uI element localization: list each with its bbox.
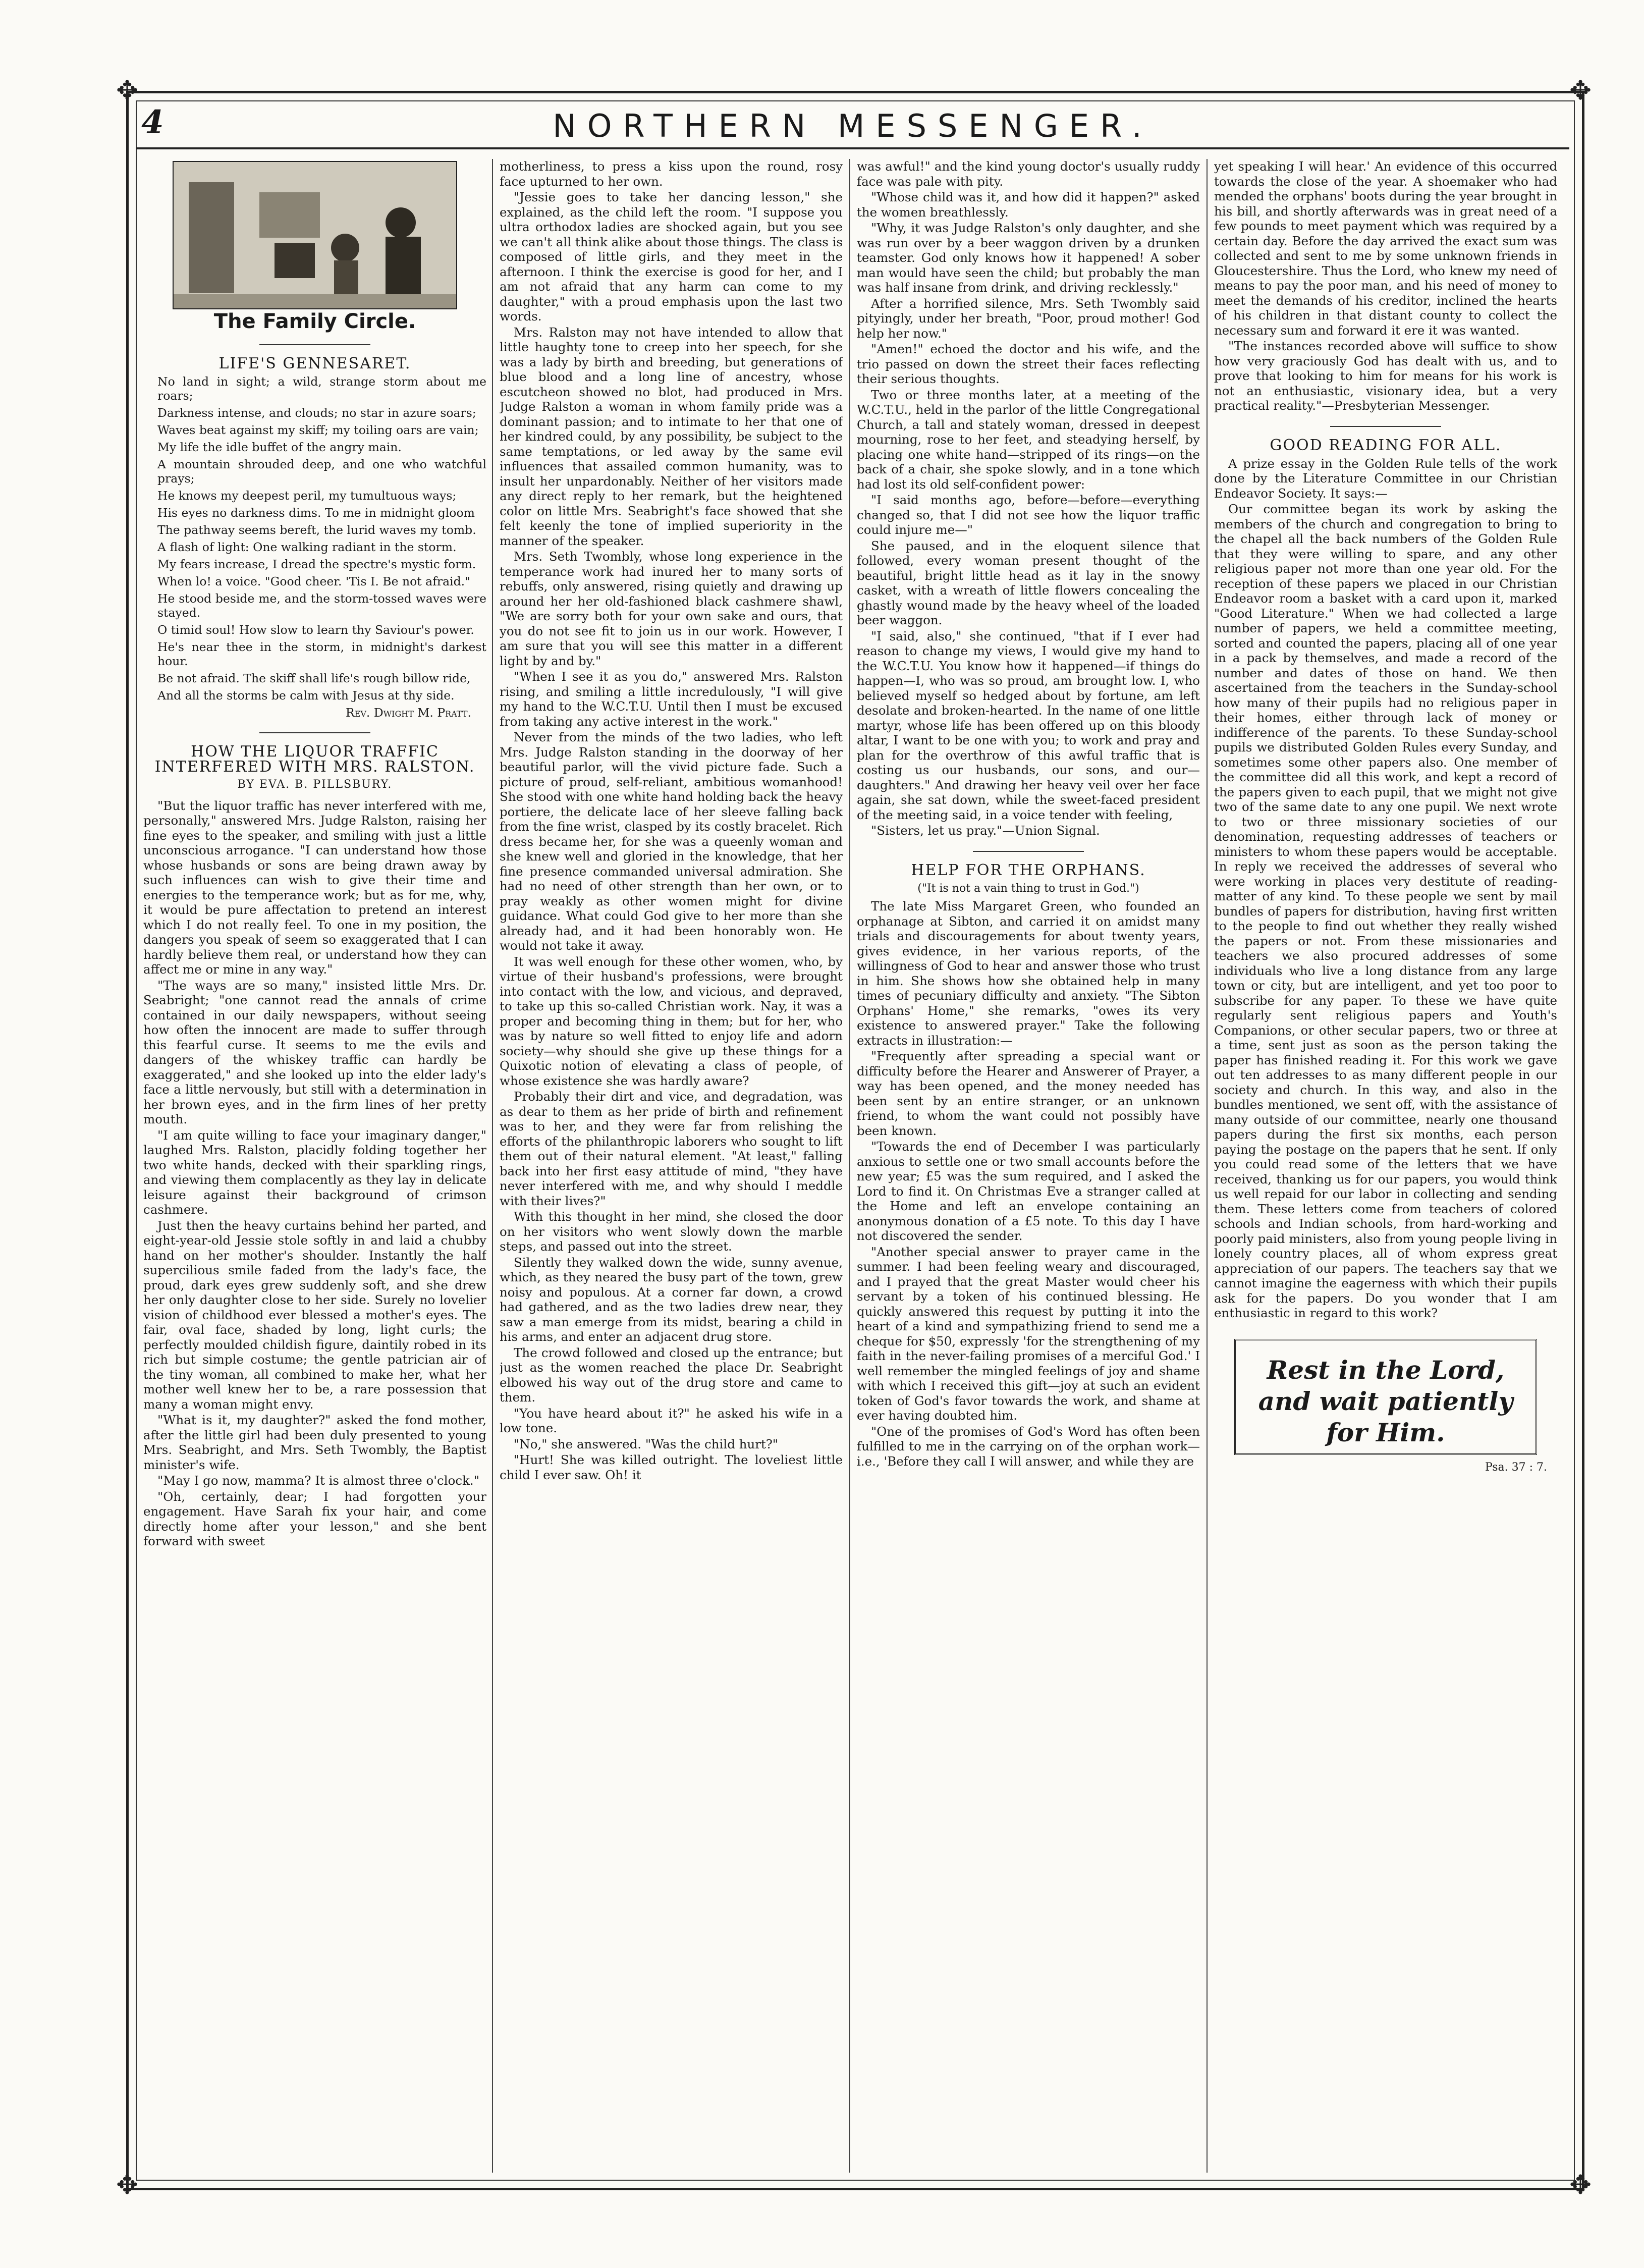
scripture-reference: Psa. 37 : 7. — [1485, 1461, 1547, 1474]
column-1 — [143, 159, 486, 1550]
family-circle-engraving — [173, 161, 457, 309]
paragraph: "One of the promises of God's Word has often been fulfilled to me in the carrying on of the orphan work—i.e., 'Before they call I will answer, and while they are — [857, 1424, 1200, 1469]
story-text — [500, 159, 843, 1482]
paragraph: "When I see it as you do," answered Mrs. Ralston rising, and smiling a little incredulously, "I will give my hand to the W.C.T.U. Until then I must be excused from taking any active interest in the work." — [500, 669, 843, 729]
column-3 — [857, 159, 1200, 1470]
column-divider — [1207, 159, 1208, 2173]
corner-ornament-icon: ✥ — [1569, 2170, 1592, 2200]
paragraph: yet speaking I will hear.' An evidence of this occurred towards the close of the year. A shoemaker who had mended the orphans' boots during the year brought in his bill, and shortly afterwards was in great need of a few pounds to meet payment which was required by a certain day. Before the day arrived the exact sum was collected and sent to me by some unknown friends in Gloucestershire. Thus the Lord, who knew my need of means to pay the poor man, and his need of money to meet the demands of his creditor, inclined the hearts of his children in that distant county to collect the necessary sum and forward it ere it was wanted. — [1214, 159, 1557, 338]
paragraph: "Another special answer to prayer came in the summer. I had been feeling weary and discouraged, and I prayed that the great Master would cheer his servant by a token of his continued blessing. He quickly answered this request by putting it into the heart of a kind and sympathizing friend to send me a cheque for $50, expressly 'for the strengthening of my faith in the never-failing promises of a merciful God.' I well remember the mingled feelings of joy and shame with which I received this gift—joy at such an evident token of God's favor towards the work, and shame at ever having doubted him. — [857, 1244, 1200, 1423]
scripture-box — [1234, 1339, 1537, 1455]
paragraph: "Jessie goes to take her dancing lesson," she explained, as the child left the room. "I suppose you ultra orthodox ladies are shocked again, but you see we can't all think alike about those things. The class is composed of little girls, and they meet in the afternoon. I think the exercise is good for her, and I am not afraid that any harm can come to my daughter," with a proud emphasis upon the last two words. — [500, 190, 843, 323]
paragraph: "What is it, my daughter?" asked the fond mother, after the little girl had been duly presented to young Mrs. Seabright, and Mrs. Seth Twombly, the Baptist minister's wife. — [143, 1413, 486, 1472]
paragraph: Never from the minds of the two ladies, who left Mrs. Judge Ralston standing in the doorway of her beautiful parlor, will the vivid picture fade. Such a picture of proud, self-reliant, ambitious womanhood! She stood with one white hand holding back the heavy portiere, the delicate lace of her sleeve falling back from the fine wrist, clasped by its costly bracelet. Rich dress became her, for she was a queenly woman and she knew well and gloried in the knowledge, that her fine presence commanded universal admiration. She had no need of other strength than her own, or to pray weakly as other women might for divine guidance. What could God give to her more than she already had, and it had been honorably won. He would not take it away. — [500, 730, 843, 953]
poem-line: Darkness intense, and clouds; no star in azure soars; — [157, 405, 476, 420]
paragraph: Silently they walked down the wide, sunny avenue, which, as they neared the busy part of the town, grew noisy and populous. At a corner far down, a crowd had gathered, and as the two ladies drew near, they saw a man emerge from its midst, bearing a child in his arms, and enter an adjacent drug store. — [500, 1255, 843, 1344]
story-text — [857, 159, 1200, 838]
paragraph: "Hurt! She was killed outright. The loveliest little child I ever saw. Oh! it — [500, 1452, 843, 1482]
poem-line: The pathway seems bereft, the lurid waves my tomb. — [157, 522, 476, 537]
paragraph: She paused, and in the eloquent silence that followed, every woman present thought of the beautiful, bright little head as it lay in the snowy casket, with a wreath of little flowers concealing the ghastly wound made by the heavy wheel of the loaded beer waggon. — [857, 538, 1200, 627]
masthead-rule — [136, 147, 1569, 149]
column-divider — [492, 159, 493, 2173]
poem-line: When lo! a voice. "Good cheer. 'Tis I. Be not afraid." — [157, 574, 470, 588]
paragraph: Our committee began its work by asking the members of the church and congregation to bring to the chapel all the back numbers of the Golden Rule that they were willing to spare, and any other religious paper not more than one year old. For the reception of these papers we placed in our Christian Endeavor room a basket with a card upon it, marked "Good Literature." When we had collected a large number of papers, we held a committee meeting, sorted and counted the papers, placing all of one year in a pack by themselves, and made a record of the number and dates of those on hand. We then ascertained from the teachers in the Sunday-school how many of their pupils had no religious paper in their homes, either through lack of money or indifference of the parents. To these Sunday-school pupils we distributed Golden Rules every Sunday, and sometimes some other papers also. One member of the committee did all this work, and kept a record of the papers given to each pupil, that we might not give two of the same date to any one pupil. We next wrote to two or three missionary societies of our denomination, requesting addresses of teachers or ministers to whom these papers would be acceptable. In reply we received the addresses of several who were working in places very destitute of reading-matter of any kind. To these people we sent by mail bundles of papers for distribution, having first written to the people to find out whether they really wished the papers or not. From these missionaries and teachers we also procured addresses of some individuals who live a long distance from any large town or city, but are intelligent, and yet too poor to subscribe for any paper. To these we have quite regularly sent religious papers and Youth's Companions, or other secular papers, two or three at a time, sent just as soon as the person taking the paper has finished reading it. For this work we gave out ten addresses to as many different people in our society and church. In this way, and also in the bundles mentioned, we sent off, with the assistance of many outside of our committee, nearly one thousand papers during the first six months, each person paying the postage on the papers that he sent. If only you could read some of the letters that we have received, thanking us for our papers, you would think us well repaid for our labor in collecting and sending them. These letters come from teachers of colored schools and Indian schools, from hard-working and poorly paid ministers, also from young people living in lonely country places, all of whom express great appreciation of our papers. The teachers say that we cannot imagine the eagerness with which their pupils ask for the papers. Do you wonder that I am enthusiastic in regard to this work? — [1214, 502, 1557, 1320]
page-number: 4 — [141, 103, 164, 141]
column-2 — [500, 159, 843, 1483]
paragraph: "I said, also," she continued, "that if I ever had reason to change my views, I would give my hand to the W.C.T.U. You know how it happened—if things do happen—I, who was so proud, am brought low. I, who believed myself so hedged about by fortune, am left desolate and broken-hearted. In the name of one little martyr, whose life has been offered up on this bloody altar, I want to be one with you; to work and pray and plan for the overthrow of this awful traffic that is costing us our husbands, our sons, and our—daughters." And drawing her heavy veil over her face again, she sat down, while the sweet-faced president of the meeting said, in a voice tender with feeling, — [857, 628, 1200, 822]
paragraph: "I am quite willing to face your imaginary danger," laughed Mrs. Ralston, placidly folding together her two white hands, decked with their sparkling rings, and viewing them complacently as they lay in delicate leisure against their background of crimson cashmere. — [143, 1127, 486, 1217]
paragraph: was awful!" and the kind young doctor's usually ruddy face was pale with pity. — [857, 159, 1200, 189]
scripture-verse: Rest in the Lord, and wait patiently for Him. — [1258, 1355, 1513, 1447]
poem-line: Be not afraid. The skiff shall life's rough billow ride, — [157, 671, 471, 685]
paragraph: "But the liquor traffic has never interfered with me, personally," answered Mrs. Judge Ralston, raising her fine eyes to the speaker, and smiling with just a little unconscious arrogance. "I can understand how those whose husbands or sons are being drawn away by such influences can wish to give their time and energies to the temperance work; but as for me, why, it would be pure affectation to pretend an interest which I do not really feel. To one in my position, the dangers you speak of seem so exaggerated that I can hardly believe them real, or understand how they can affect me or mine in any way." — [143, 798, 486, 977]
poem-line: My fears increase, I dread the spectre's mystic form. — [157, 557, 476, 571]
paragraph: "Oh, certainly, dear; I had forgotten your engagement. Have Sarah fix your hair, and come directly home after your lesson," and she bent forward with sweet — [143, 1489, 486, 1548]
paragraph: "The instances recorded above will suffice to show how very graciously God has dealt with us, and to prove that looking to him for means for his work is not an enthusiastic, visionary idea, but a very practical reality."—Presbyterian Messenger. — [1214, 339, 1557, 413]
orphans-text — [1214, 159, 1557, 413]
paragraph: With this thought in her mind, she closed the door on her visitors who went slowly down the marble steps, and passed out into the street. — [500, 1209, 843, 1254]
divider — [857, 843, 1200, 858]
paragraph: Mrs. Ralston may not have intended to allow that little haughty tone to creep into her speech, for she was a lady by birth and breeding, but generations of blue blood and a long line of ancestry, whose escutcheon showed no blot, had produced in Mrs. Judge Ralston a woman in whom family pride was a dominant passion; and to intimate to her that one of her kindred could, by any possibility, be subject to the same temptations, or led away by the same evil influences that assailed common humanity, was to insult her unpardonably. Neither of her visitors made any direct reply to her remark, but the heightened color on little Mrs. Seabright's face showed that she felt keenly the tone of implied superiority in the manner of the speaker. — [500, 325, 843, 548]
paragraph: "May I go now, mamma? It is almost three o'clock." — [157, 1473, 479, 1488]
paragraph: Two or three months later, at a meeting of the W.C.T.U., held in the parlor of the little Congregational Church, a tall and stately woman, dressed in deepest mourning, rose to her feet, and steadying herself, by placing one white hand—stripped of its rings—on the back of a chair, she spoke slowly, and in a tone which had lost its old self-confident power: — [857, 387, 1200, 492]
poem-title: LIFE'S GENNESARET. — [218, 355, 411, 372]
poem-line: Waves beat against my skiff; my toiling oars are vain; — [157, 422, 479, 437]
paragraph: "You have heard about it?" he asked his wife in a low tone. — [500, 1406, 843, 1435]
story-byline: BY EVA. B. PILLSBURY. — [237, 778, 393, 791]
poem — [143, 374, 486, 703]
newspaper-title: NORTHERN MESSENGER. — [553, 107, 1153, 144]
corner-ornament-icon: ✥ — [116, 76, 138, 106]
paragraph: It was well enough for these other women, who, by virtue of their husband's professions, were brought into contact with the low, and vicious, and depraved, to take up this so-called Christian work. Nay, it was a proper and becoming thing in them; but for her, who was by nature so well fitted to enjoy life and adorn society—why should she give up these things for a Quixotic notion of elevating a class of people, of whose existence she was hardly aware? — [500, 954, 843, 1088]
paragraph: Probably their dirt and vice, and degradation, was as dear to them as her pride of birth and refinement was to her, and they were far from relishing the efforts of the philanthropic laborers who sought to lift them out of their natural element. "At least," falling back into her first easy attitude of mind, "they have never interfered with me, and why should I meddle with their lives?" — [500, 1089, 843, 1208]
paragraph: motherliness, to press a kiss upon the round, rosy face upturned to her own. — [500, 159, 843, 189]
story-text — [143, 798, 486, 1549]
poem-line: No land in sight; a wild, strange storm about me roars; — [157, 374, 486, 403]
paragraph: "Amen!" echoed the doctor and his wife, and the trio passed on down the street their faces reflecting their serious thoughts. — [857, 342, 1200, 386]
paragraph: A prize essay in the Golden Rule tells of the work done by the Literature Committee in our Christian Endeavor Society. It says:— — [1214, 456, 1557, 501]
poem-signature: Rev. Dwight M. Pratt. — [345, 705, 471, 720]
paragraph: After a horrified silence, Mrs. Seth Twombly said pityingly, under her breath, "Poor, proud mother! God help her now." — [857, 296, 1200, 341]
poem-line: He knows my deepest peril, my tumultuous ways; — [157, 488, 457, 503]
poem-line: My life the idle buffet of the angry main. — [157, 440, 402, 454]
divider — [143, 337, 486, 352]
poem-line: A flash of light: One walking radiant in the storm. — [157, 539, 457, 554]
poem-line: O timid soul! How slow to learn thy Saviour's power. — [157, 622, 474, 637]
poem-line: A mountain shrouded deep, and one who watchful prays; — [157, 457, 486, 485]
paragraph: "No," she answered. "Was the child hurt?" — [514, 1436, 779, 1451]
corner-ornament-icon: ✥ — [116, 2170, 138, 2200]
orphans-subtitle: ("It is not a vain thing to trust in God.") — [917, 882, 1139, 895]
paragraph: "Why, it was Judge Ralston's only daughter, and she was run over by a beer waggon driven by a drunken teamster. God only knows how it happened! A sober man would have seen the child; but probably the man was half insane from drink, and driving recklessly." — [857, 221, 1200, 295]
poem-line: And all the storms be calm with Jesus at thy side. — [157, 688, 455, 703]
paragraph: Mrs. Seth Twombly, whose long experience in the temperance work had inured her to many sorts of rebuffs, only answered, rising quietly and drawing up around her her old-fashioned black cashmere shawl, "We are sorry both for your own sake and ours, that you do not see fit to join us in our work. However, I am sure that you will see this matter in a different light by and by." — [500, 549, 843, 668]
story-title: HOW THE LIQUOR TRAFFIC INTERFERED WITH MRS. RALSTON. — [154, 743, 475, 776]
paragraph: "Whose child was it, and how did it happen?" asked the women breathlessly. — [857, 190, 1200, 220]
corner-ornament-icon: ✥ — [1569, 76, 1592, 106]
section-title: The Family Circle. — [213, 310, 416, 333]
masthead — [136, 103, 1569, 149]
paragraph: "Towards the end of December I was particularly anxious to settle one or two small accounts before the new year; £5 was the sum required, and I asked the Lord to find it. On Christmas Eve a stranger called at the Home and left an envelope containing an anonymous donation of a £5 note. To this day I have not discovered the sender. — [857, 1139, 1200, 1243]
good-reading-title: GOOD READING FOR ALL. — [1270, 437, 1502, 454]
orphans-text — [857, 899, 1200, 1469]
divider — [143, 725, 486, 740]
paragraph: The crowd followed and closed up the entrance; but just as the women reached the place Dr. Seabright elbowed his way out of the drug store and came to them. — [500, 1345, 843, 1405]
paragraph: "Frequently after spreading a special want or difficulty before the Hearer and Answerer of Prayer, a way has been opened, and the money needed has been sent by an entire stranger, or an unknown friend, to whom the want could not possibly have been known. — [857, 1049, 1200, 1138]
paragraph: The late Miss Margaret Green, who founded an orphanage at Sibton, and carried it on amidst many trials and discouragements for about twenty years, gives evidence, in her various reports, of the willingness of God to hear and answer those who trust in him. She shows how she obtained help in many times of pecuniary difficulty and anxiety. "The Sibton Orphans' Home," she remarks, "owes its very existence to answered prayer." Take the following extracts in illustration:— — [857, 899, 1200, 1048]
good-reading-text — [1214, 456, 1557, 1321]
column-divider — [849, 159, 850, 2173]
divider — [1214, 418, 1557, 434]
poem-line: He's near thee in the storm, in midnight's darkest hour. — [157, 639, 486, 668]
paragraph: "Sisters, let us pray."—Union Signal. — [871, 823, 1100, 838]
column-4 — [1214, 159, 1557, 1475]
paragraph: "The ways are so many," insisted little Mrs. Dr. Seabright; "one cannot read the annals of crime contained in our daily newspapers, without seeing how often the innocent are made to suffer through this fearful curse. It seems to me the evils and dangers of the whiskey traffic can hardly be exaggerated," and she looked up into the elder lady's face a little nervously, but still with a determination in her brown eyes, and in the firm lines of her pretty mouth. — [143, 978, 486, 1126]
orphans-title: HELP FOR THE ORPHANS. — [911, 861, 1146, 879]
paragraph: Just then the heavy curtains behind her parted, and eight-year-old Jessie stole softly in and laid a chubby hand on her mother's shoulder. Instantly the half supercilious smile faded from the lady's face, the proud, dark eyes grew suddenly soft, and she drew her only daughter close to her side. Surely no lovelier vision of childhood ever blessed a mother's eyes. The fair, oval face, shaded by long, light curls; the perfectly moulded childish figure, daintily robed in its rich but simple costume; the gentle patrician air of the tiny woman, all combined to make her, what her mother well knew her to be, a rare possession that many a woman might envy. — [143, 1218, 486, 1412]
poem-line: His eyes no darkness dims. To me in midnight gloom — [157, 505, 475, 520]
paragraph: "I said months ago, before—before—everything changed so, that I did not see how the liquor traffic could injure me—" — [857, 493, 1200, 537]
poem-line: He stood beside me, and the storm-tossed waves were stayed. — [157, 591, 486, 620]
